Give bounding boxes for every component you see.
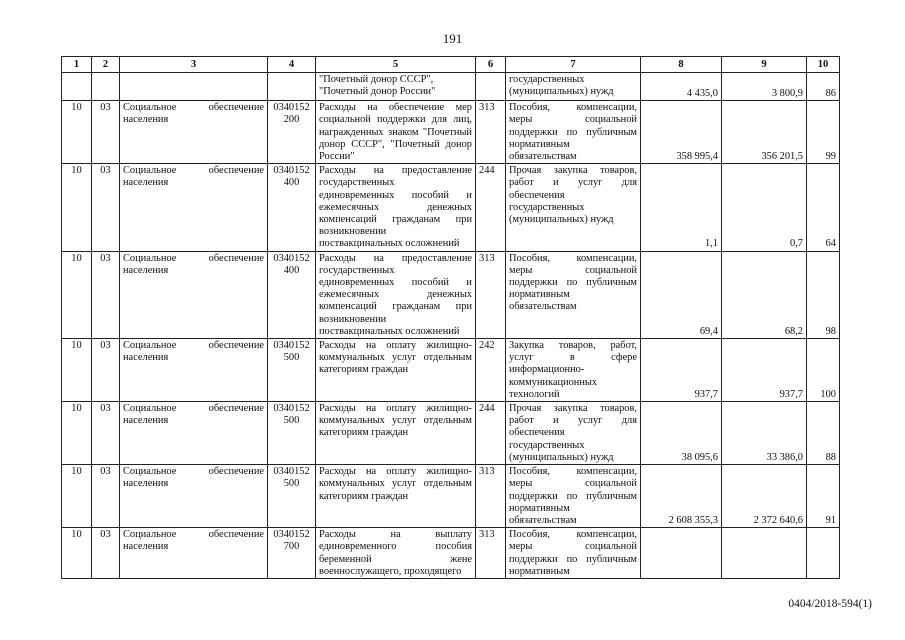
cell-target-code-text: 0340152 500 bbox=[273, 340, 310, 364]
cell-target-code bbox=[268, 164, 316, 251]
cell-section: 10 bbox=[62, 402, 92, 465]
table-header bbox=[62, 57, 840, 73]
cell-subsection: 03 bbox=[92, 251, 120, 338]
header-col-2: 2 bbox=[92, 57, 120, 73]
cell-expense-name-text: "Почетный донор СССР", "Почетный донор России" bbox=[319, 74, 436, 98]
header-col-10: 10 bbox=[807, 57, 840, 73]
cell-expense-type-code: 244 bbox=[476, 164, 506, 251]
cell-section: 10 bbox=[62, 101, 92, 164]
cell-expense-type-name: Пособия, компенсации, меры социальной поддержки по публичным нормативным обязательствам bbox=[506, 465, 641, 528]
header-col-7: 7 bbox=[506, 57, 641, 73]
cell-target-code bbox=[268, 465, 316, 528]
cell-section-name: Социальное обеспечение населения bbox=[120, 528, 268, 579]
cell-percent: 64 bbox=[807, 164, 840, 251]
cell-planned-amount: 1,1 bbox=[641, 164, 722, 251]
cell-target-code-text: 0340152 200 bbox=[273, 102, 310, 126]
cell-target-code bbox=[268, 73, 316, 101]
cell-target-code-text: 0340152 500 bbox=[273, 403, 310, 427]
cell-planned-amount: 2 608 355,3 bbox=[641, 465, 722, 528]
table-row bbox=[62, 402, 840, 465]
cell-expense-type-code: 242 bbox=[476, 339, 506, 402]
cell-section: 10 bbox=[62, 339, 92, 402]
cell-subsection: 03 bbox=[92, 402, 120, 465]
budget-table-container bbox=[61, 56, 840, 579]
cell-section: 10 bbox=[62, 251, 92, 338]
cell-actual-amount: 937,7 bbox=[722, 339, 807, 402]
cell-expense-type-name bbox=[506, 73, 641, 101]
cell-target-code-text: 0340152 400 bbox=[273, 252, 310, 276]
table-row bbox=[62, 101, 840, 164]
cell-percent: 91 bbox=[807, 465, 840, 528]
cell-expense-type-code bbox=[476, 73, 506, 101]
header-col-6: 6 bbox=[476, 57, 506, 73]
cell-section-name: Социальное обеспечение населения bbox=[120, 251, 268, 338]
cell-percent: 86 bbox=[807, 73, 840, 101]
header-col-3: 3 bbox=[120, 57, 268, 73]
cell-expense-type-name: Пособия, компенсации, меры социальной поддержки по публичным нормативным bbox=[506, 528, 641, 579]
cell-target-code bbox=[268, 251, 316, 338]
cell-expense-name: Расходы на предоставление государственных единовременных пособий и ежемесячных денежных компенсаций гражданам при возникновении поствакцинальных осложнений bbox=[316, 164, 476, 251]
cell-section-name: Социальное обеспечение населения bbox=[120, 465, 268, 528]
cell-section-name: Социальное обеспечение населения bbox=[120, 402, 268, 465]
cell-expense-name bbox=[316, 73, 476, 101]
cell-expense-name: Расходы на предоставление государственных единовременных пособий и ежемесячных денежных компенсаций гражданам при возникновении поствакцинальных осложнений bbox=[316, 251, 476, 338]
header-row bbox=[62, 57, 840, 73]
cell-subsection: 03 bbox=[92, 339, 120, 402]
cell-section-name bbox=[120, 73, 268, 101]
cell-expense-type-name: Прочая закупка товаров, работ и услуг для обеспечения государственных (муниципальных) нужд bbox=[506, 164, 641, 251]
cell-section-name: Социальное обеспечение населения bbox=[120, 101, 268, 164]
cell-expense-type-code: 313 bbox=[476, 528, 506, 579]
cell-actual-amount: 33 386,0 bbox=[722, 402, 807, 465]
cell-target-code bbox=[268, 339, 316, 402]
cell-target-code bbox=[268, 402, 316, 465]
cell-expense-type-name: Прочая закупка товаров, работ и услуг для обеспечения государственных (муниципальных) нужд bbox=[506, 402, 641, 465]
header-col-5: 5 bbox=[316, 57, 476, 73]
cell-expense-name: Расходы на оплату жилищно-коммунальных услуг отдельным категориям граждан bbox=[316, 402, 476, 465]
cell-actual-amount: 3 800,9 bbox=[722, 73, 807, 101]
cell-percent: 98 bbox=[807, 251, 840, 338]
cell-planned-amount bbox=[641, 528, 722, 579]
cell-target-code bbox=[268, 101, 316, 164]
cell-section: 10 bbox=[62, 528, 92, 579]
cell-percent: 99 bbox=[807, 101, 840, 164]
cell-section: 10 bbox=[62, 164, 92, 251]
table-body bbox=[62, 73, 840, 579]
cell-subsection: 03 bbox=[92, 101, 120, 164]
cell-planned-amount: 38 095,6 bbox=[641, 402, 722, 465]
cell-expense-type-code: 313 bbox=[476, 251, 506, 338]
cell-target-code bbox=[268, 528, 316, 579]
header-col-9: 9 bbox=[722, 57, 807, 73]
cell-actual-amount: 2 372 640,6 bbox=[722, 465, 807, 528]
cell-actual-amount bbox=[722, 528, 807, 579]
cell-expense-type-code: 244 bbox=[476, 402, 506, 465]
cell-expense-name: Расходы на обеспечение мер социальной поддержки для лиц, награжденных знаком "Почетный донор СССР", "Почетный донор России" bbox=[316, 101, 476, 164]
cell-section-name: Социальное обеспечение населения bbox=[120, 339, 268, 402]
cell-actual-amount: 68,2 bbox=[722, 251, 807, 338]
table-row bbox=[62, 73, 840, 101]
cell-expense-type-name: Закупка товаров, работ, услуг в сфере информационно-коммуникационных технологий bbox=[506, 339, 641, 402]
document-code: 0404/2018-594(1) bbox=[788, 598, 872, 610]
cell-expense-type-name-text: государственных (муниципальных) нужд bbox=[509, 74, 614, 98]
table-row bbox=[62, 528, 840, 579]
cell-expense-name: Расходы на оплату жилищно-коммунальных услуг отдельным категориям граждан bbox=[316, 339, 476, 402]
cell-target-code-text: 0340152 700 bbox=[273, 529, 310, 553]
cell-actual-amount: 0,7 bbox=[722, 164, 807, 251]
cell-planned-amount: 937,7 bbox=[641, 339, 722, 402]
cell-expense-name: Расходы на выплату единовременного пособия беременной жене военнослужащего, проходящего bbox=[316, 528, 476, 579]
cell-target-code-text: 0340152 400 bbox=[273, 165, 310, 189]
table-row bbox=[62, 164, 840, 251]
cell-percent bbox=[807, 528, 840, 579]
cell-section-name: Социальное обеспечение населения bbox=[120, 164, 268, 251]
cell-expense-type-code: 313 bbox=[476, 101, 506, 164]
cell-expense-type-code: 313 bbox=[476, 465, 506, 528]
cell-expense-name: Расходы на оплату жилищно-коммунальных услуг отдельным категориям граждан bbox=[316, 465, 476, 528]
header-col-4: 4 bbox=[268, 57, 316, 73]
cell-expense-type-name: Пособия, компенсации, меры социальной поддержки по публичным нормативным обязательствам bbox=[506, 251, 641, 338]
cell-percent: 88 bbox=[807, 402, 840, 465]
page-number: 191 bbox=[442, 31, 463, 46]
table-row bbox=[62, 339, 840, 402]
cell-section bbox=[62, 73, 92, 101]
table-row bbox=[62, 465, 840, 528]
cell-expense-type-name: Пособия, компенсации, меры социальной поддержки по публичным нормативным обязательствам bbox=[506, 101, 641, 164]
cell-planned-amount: 69,4 bbox=[641, 251, 722, 338]
header-col-8: 8 bbox=[641, 57, 722, 73]
cell-section: 10 bbox=[62, 465, 92, 528]
cell-target-code-text: 0340152 500 bbox=[273, 466, 310, 490]
budget-table bbox=[61, 56, 840, 579]
cell-subsection bbox=[92, 73, 120, 101]
cell-subsection: 03 bbox=[92, 528, 120, 579]
table-row bbox=[62, 251, 840, 338]
cell-planned-amount: 358 995,4 bbox=[641, 101, 722, 164]
cell-percent: 100 bbox=[807, 339, 840, 402]
cell-subsection: 03 bbox=[92, 465, 120, 528]
header-col-1: 1 bbox=[62, 57, 92, 73]
cell-planned-amount: 4 435,0 bbox=[641, 73, 722, 101]
cell-subsection: 03 bbox=[92, 164, 120, 251]
cell-actual-amount: 356 201,5 bbox=[722, 101, 807, 164]
